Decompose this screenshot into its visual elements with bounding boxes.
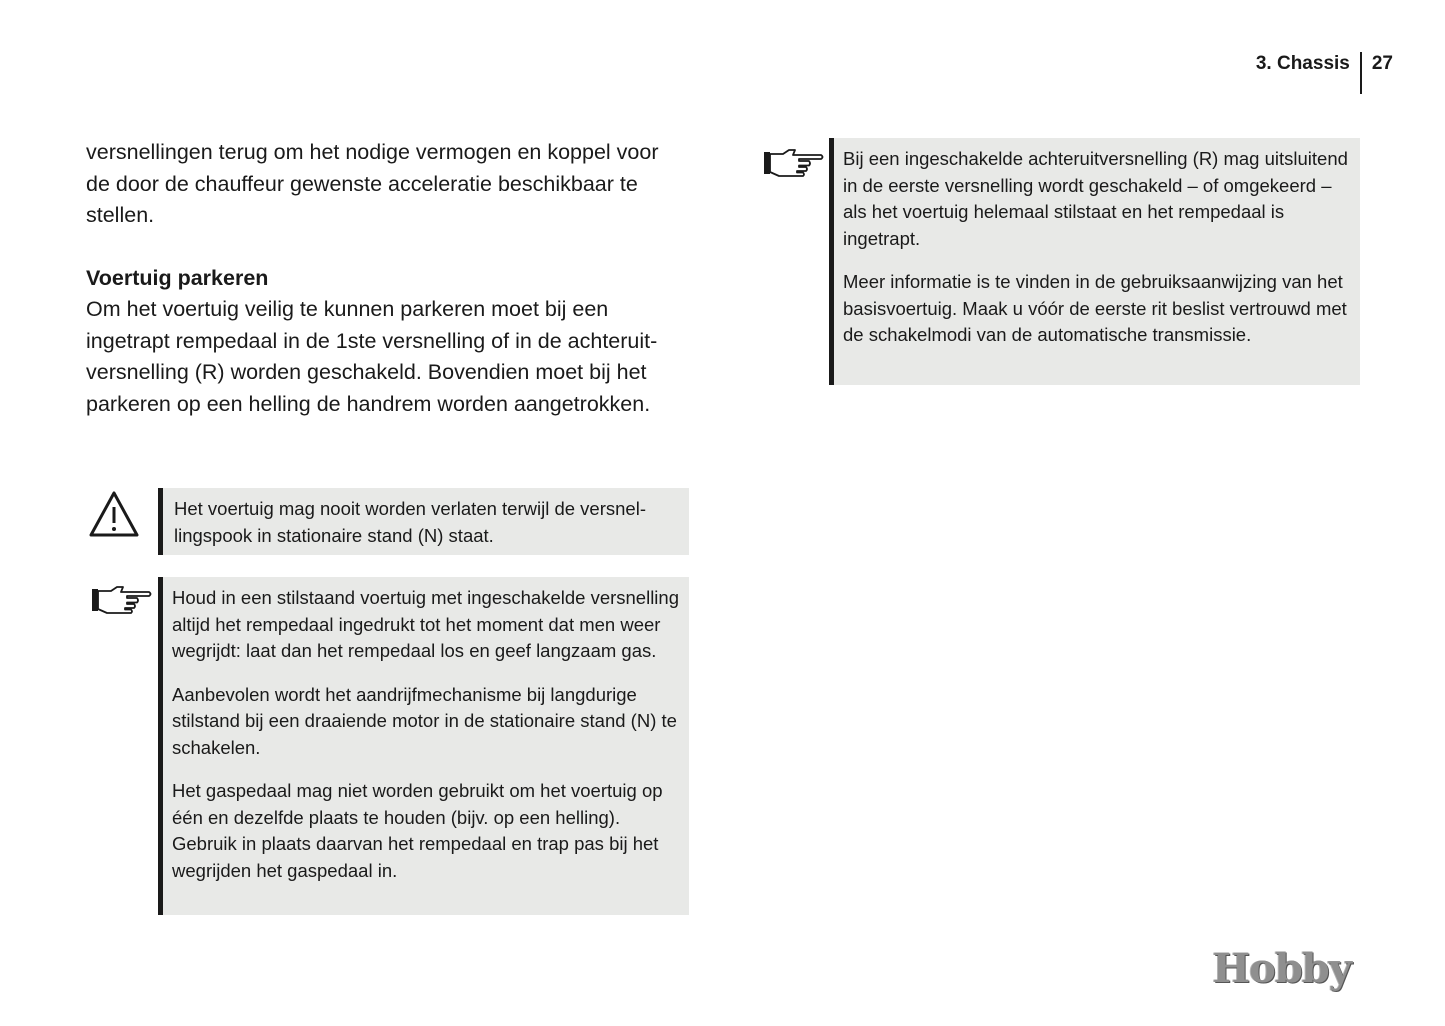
page-number: 27 <box>1371 53 1393 74</box>
left-column <box>86 137 686 420</box>
pointing-hand-icon <box>91 585 153 615</box>
section-paragraph: Om het voertuig veilig te kunnen parkeren moet bij een ingetrapt rempedaal in de 1ste versnelling of in de achteruit-versnelling (R) worden geschakeld. Bovendien moet bij het parkeren op een helling de handrem worden aangetrokken. <box>86 297 658 416</box>
hint-left-paragraph-2: Aanbevolen wordt het aandrijfmechanisme bij langdurige stilstand bij een draaiende motor in de stationaire stand (N) te schakelen. <box>172 683 677 758</box>
hint-note-right <box>829 138 1360 385</box>
hint-left-paragraph-1: Houd in een stilstaand voertuig met ingeschakelde versnelling altijd het rempedaal ingedrukt tot het moment dat men weer wegrijdt: laat dan het rempedaal los en geef langzaam gas. <box>172 587 679 661</box>
warning-note-text: Het voertuig mag nooit worden verlaten terwijl de versnel-lingspook in stationaire stand (N) staat. <box>174 498 646 546</box>
hint-note-left <box>158 577 689 915</box>
pointing-hand-icon <box>763 148 825 178</box>
brand-logo: Hobby <box>1212 945 1351 992</box>
intro-paragraph: versnellingen terug om het nodige vermogen en koppel voor de door de chauffeur gewenste acceleratie beschikbaar te stellen. <box>86 140 659 227</box>
page-header <box>1256 52 1393 94</box>
warning-note <box>158 488 689 555</box>
section-heading: Voertuig parkeren <box>86 265 269 290</box>
chapter-title: 3. Chassis <box>1255 53 1350 74</box>
hint-right-paragraph-1: Bij een ingeschakelde achteruitversnelling (R) mag uitsluitend in de eerste versnelling wordt geschakeld – of omgekeerd – als het voertuig helemaal stilstaat en het rempedaal is ingetrapt. <box>843 148 1348 249</box>
hint-left-paragraph-3: Het gaspedaal mag niet worden gebruikt om het voertuig op één en dezelfde plaats te houden (bijv. op een helling). Gebruik in plaats daarvan het rempedaal en trap pas bij het wegrijden het gaspedaal in. <box>172 780 663 881</box>
warning-triangle-icon <box>88 490 140 538</box>
hint-right-paragraph-2: Meer informatie is te vinden in de gebruiksaanwijzing van het basisvoertuig. Maak u vóór de eerste rit beslist vertrouwd met de schakelmodi van de automatische transmissie. <box>843 271 1347 345</box>
